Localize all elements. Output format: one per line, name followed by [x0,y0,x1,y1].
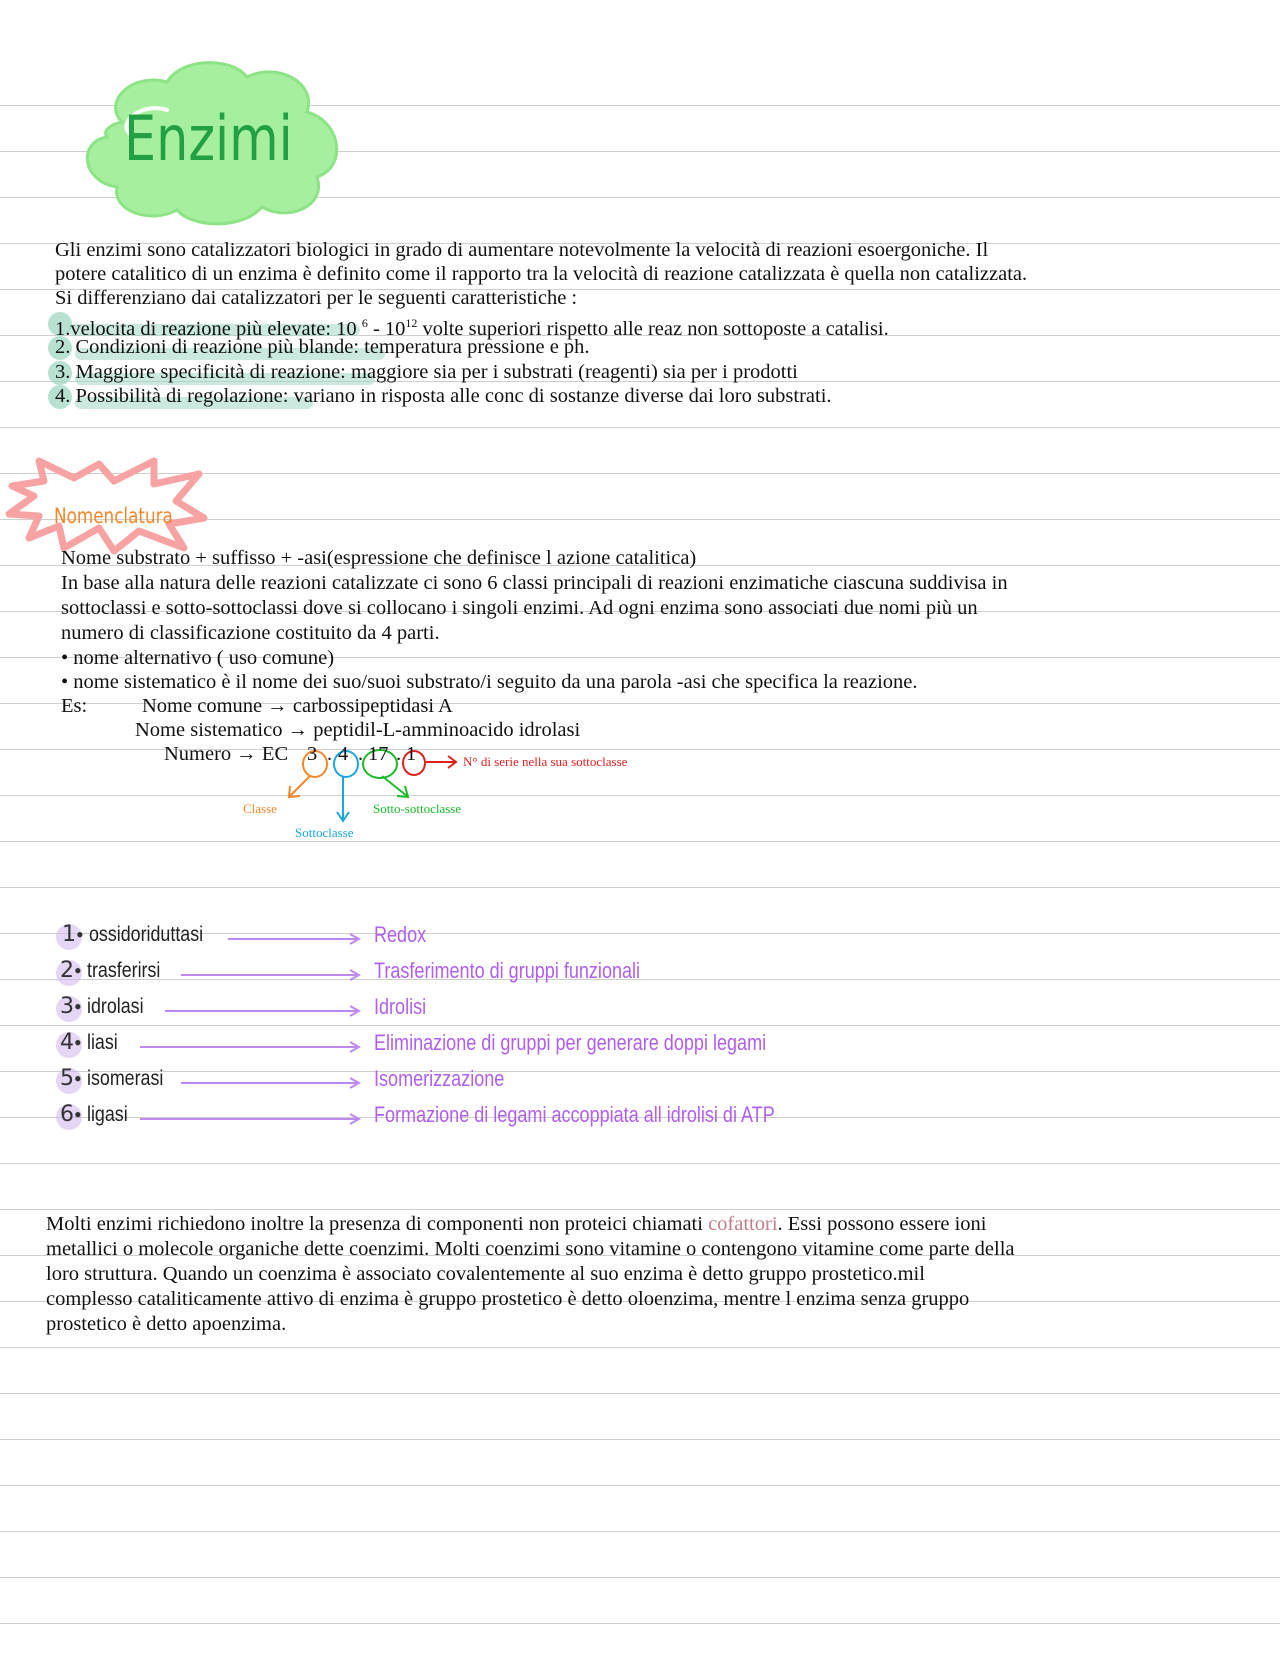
intro-line-1: Gli enzimi sono catalizzatori biologici in grado di aumentare notevolmente la velocità di reazioni esoergoniche. Il [55,239,989,261]
cofactors-line-5: prostetico è detto apoenzima. [46,1313,287,1335]
feature-item-1: 1.velocita di reazione più elevate: 10 $^6 - 10^{12}$ volte superiori rispetto alle reaz non sottoposte a catalisi. [55,316,889,340]
serial-annotation: N° di serie nella sua sottoclasse [463,754,628,769]
class-4-arrow [140,1040,363,1054]
feature-item-4: 4. Possibilità di regolazione: variano in risposta alle conc di sostanze diverse dai loro substrati. [55,385,832,407]
class-4-name: liasi [87,1031,118,1054]
class-1-description: Redox [374,922,427,947]
class-6-arrow [140,1112,363,1126]
class-3-arrow [165,1004,363,1018]
class-5-number: 5 [60,1066,74,1091]
subclass-annotation: Sottoclasse [295,825,354,840]
class-4-description: Eliminazione di gruppi per generare doppi legami [374,1030,767,1055]
example-common-name: Nome comune → carbossipeptidasi A [142,695,453,717]
class-5-arrow [181,1076,363,1090]
feature-item-3: 3. Maggiore specificità di reazione: maggiore sia per i substrati (reagenti) sia per i prodotti [55,361,798,383]
ec-dot-2: . [358,743,364,765]
class-3-bullet: • [74,994,82,1019]
subclass-arrow [337,777,349,821]
nomenclature-line-5: • nome alternativo ( uso comune) [61,647,335,669]
nomenclature-line-3: sottoclassi e sotto-sottoclassi dove si collocano i singoli enzimi. Ad ogni enzima sono associati due nomi più un [61,597,978,619]
intro-line-2: potere catalitico di un enzima è definito come il rapporto tra la velocità di reazione catalizzata è quella non catalizzata. [55,263,1028,285]
class-6-number: 6 [60,1102,74,1127]
class-2-number: 2 [60,958,74,983]
class-1-number: 1 [62,922,76,947]
ec-class-digit: 3 [307,743,318,765]
cofactors-line-1: Molti enzimi richiedono inoltre la presenza di componenti non proteici chiamati cofattori. Essi possono essere ioni [46,1213,987,1235]
class-arrow [289,776,310,797]
cofactors-term: cofattori [708,1213,778,1235]
subsubclass-annotation: Sotto-sottoclasse [373,801,462,816]
class-3-description: Idrolisi [374,994,427,1019]
example-number-label: Numero → EC [164,743,289,765]
class-1-name: ossidoriduttasi [89,923,204,946]
cofactors-line-3: loro struttura. Quando un coenzima è associato covalentemente al suo enzima è detto gruppo prostetico.mil [46,1263,925,1285]
ec-subclass-digit: 4 [338,743,349,765]
class-3-number: 3 [60,994,74,1019]
cofactors-line-2: metallici o molecole organiche dette coenzimi. Molti coenzimi sono vitamine o contengono vitamine come parte della [46,1238,1015,1260]
cofactors-line-4: complesso cataliticamente attivo di enzima è gruppo prostetico è detto oloenzima, mentre l enzima senza gruppo [46,1288,970,1310]
class-6-name: ligasi [87,1103,128,1126]
nomenclature-heading: Nomenclatura [54,504,173,528]
nomenclature-line-2: In base alla natura delle reazioni catalizzate ci sono 6 classi principali di reazioni enzimatiche ciascuna suddivisa in [61,572,1008,594]
intro-line-3: Si differenziano dai catalizzatori per le seguenti caratteristiche : [55,287,578,309]
serial-arrow [426,756,456,768]
class-1-arrow [228,932,363,946]
ec-dot-1: . [327,743,333,765]
nomenclature-line-6: • nome sistematico è il nome dei suo/suoi substrato/i seguito da una parola -asi che specifica la reazione. [61,671,918,693]
class-5-name: isomerasi [87,1067,164,1090]
example-label: Es: [61,695,88,717]
class-4-number: 4 [60,1030,74,1055]
class-5-bullet: • [74,1066,82,1091]
nomenclature-line-4: numero di classificazione costituito da 4 parti. [61,622,440,644]
class-annotation: Classe [243,801,277,816]
class-2-name: trasferirsi [87,959,161,982]
class-5-description: Isomerizzazione [374,1066,505,1091]
ec-serial-digit: 1 [406,743,417,765]
feature-item-2: 2. Condizioni di reazione più blande: temperatura pressione e ph. [55,336,590,358]
class-4-bullet: • [74,1030,82,1055]
class-2-description: Trasferimento di gruppi funzionali [374,958,641,983]
nomenclature-line-1: Nome substrato + suffisso + -asi(espressione che definisce l azione catalitica) [61,547,697,569]
subsubclass-arrow [382,776,408,797]
class-2-arrow [181,968,363,982]
class-1-bullet: • [76,922,84,947]
example-systematic-name: Nome sistematico → peptidil-L-amminoacido idrolasi [135,719,581,741]
page-title: Enzimi [124,102,293,175]
class-6-description: Formazione di legami accoppiata all idrolisi di ATP [374,1102,775,1127]
ec-subsubclass-digits: 17 [368,743,389,765]
ec-dot-3: . [396,743,402,765]
class-6-bullet: • [74,1102,82,1127]
class-3-name: idrolasi [87,995,144,1018]
class-2-bullet: • [74,958,82,983]
